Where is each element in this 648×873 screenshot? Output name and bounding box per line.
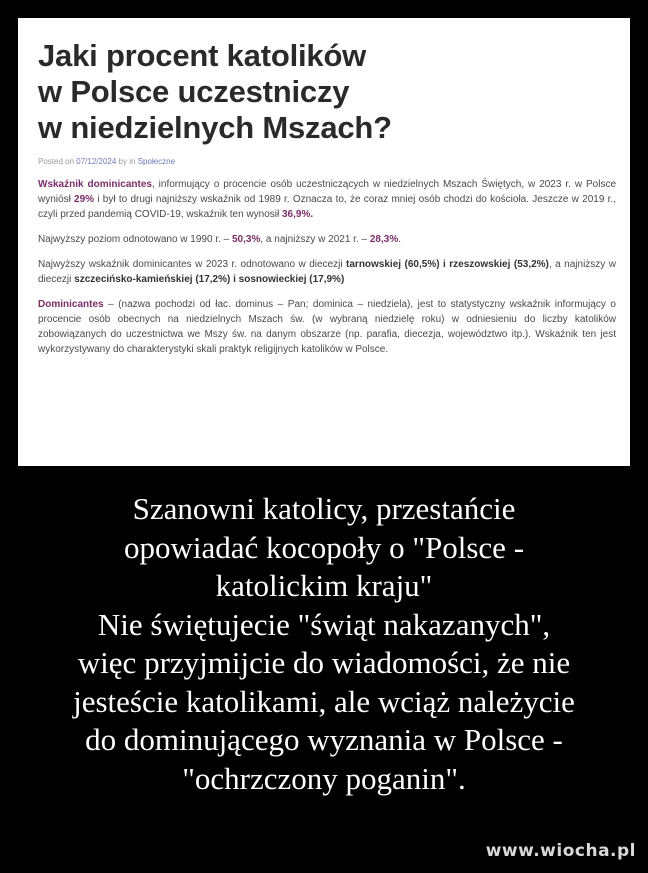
paragraph-definition	[38, 297, 616, 357]
keyword: Dominicantes	[38, 299, 104, 310]
by-label: by	[118, 157, 127, 166]
keyword: Wskaźnik dominicantes	[38, 179, 152, 190]
caption-line: opowiadać kocopoły o "Polsce -	[123, 529, 525, 565]
text: Najwyższy poziom odnotowano w 1990 r. –	[38, 234, 232, 245]
text: Najwyższy wskaźnik dominicantes w 2023 r. odnotowano w diecezji	[38, 259, 347, 270]
value-2019: 36,9%.	[281, 209, 314, 220]
caption-text	[0, 490, 648, 798]
text: – (nazwa pochodzi od łac. dominus – Pan; dominica – niedziela), jest to statystyczny wskaźnik informujący o procencie osób obecnych na niedzielnych Mszach św. (w wybraną niedzielę roku) w odniesieniu do liczby katolików zobowiązanych do uczestnictwa we Mszy św. na danym obszarze (np. parafia, diecezja, województwo itp.). Wskaźnik ten jest wykorzystywany do charakterystyki skali praktyk religijnych katolików w Polsce.	[38, 299, 616, 355]
value-2023: 29%	[74, 194, 95, 205]
text: .	[398, 234, 402, 245]
value-min: 28,3%	[369, 234, 399, 245]
title-line: w Polsce uczestniczy	[38, 74, 350, 109]
paragraph-intro	[38, 177, 616, 222]
caption-line: jesteście katolikami, ale wciąż należycie	[73, 683, 575, 719]
in-label: in	[129, 157, 136, 166]
post-category[interactable]: Społeczne	[137, 157, 176, 166]
post-date[interactable]: 07/12/2024	[76, 157, 117, 166]
posted-label: Posted on	[38, 157, 75, 166]
paragraph-dioceses	[38, 257, 616, 287]
title-line: w niedzielnych Mszach?	[38, 110, 392, 145]
text: , a najniższy w diecezji	[38, 259, 616, 285]
lowest-dioceses: szczecińsko-kamieńskiej (17,2%) i sosnowieckiej (17,9%)	[74, 274, 345, 285]
caption-line: "ochrzczony poganin".	[182, 760, 466, 796]
caption-line: więc przyjmijcie do wiadomości, że nie	[77, 645, 571, 680]
caption-line: katolickim kraju"	[215, 568, 433, 603]
value-max: 50,3%	[232, 234, 261, 245]
text: i był to drugi najniższy wskaźnik od 1989 r. Oznacza to, że coraz mniej osób chodzi do kościoła. Jeszcze w 2019 r., czyli przed pandemią COVID-19, wskaźnik ten wynosił	[38, 194, 616, 220]
article-screenshot	[18, 18, 630, 466]
article-title	[38, 38, 616, 146]
highest-dioceses: tarnowskiej (60,5%) i rzeszowskiej (53,2%)	[346, 259, 549, 270]
text: , a najniższy w 2021 r. –	[260, 234, 370, 245]
caption-line: do dominującego wyznania w Polsce -	[85, 722, 563, 757]
paragraph-extremes	[38, 232, 616, 247]
caption-line: Nie świętujecie "świąt nakazanych",	[97, 606, 551, 642]
site-watermark: www.wiocha.pl	[485, 841, 636, 861]
text: , informujący o procencie osób uczestniczących w niedzielnych Mszach Świętych, w 2023 r. w Polsce wyniósł	[38, 179, 617, 205]
caption-line: Szanowni katolicy, przestańcie	[132, 491, 516, 526]
post-meta	[38, 157, 616, 167]
title-line: Jaki procent katolików	[38, 38, 367, 73]
